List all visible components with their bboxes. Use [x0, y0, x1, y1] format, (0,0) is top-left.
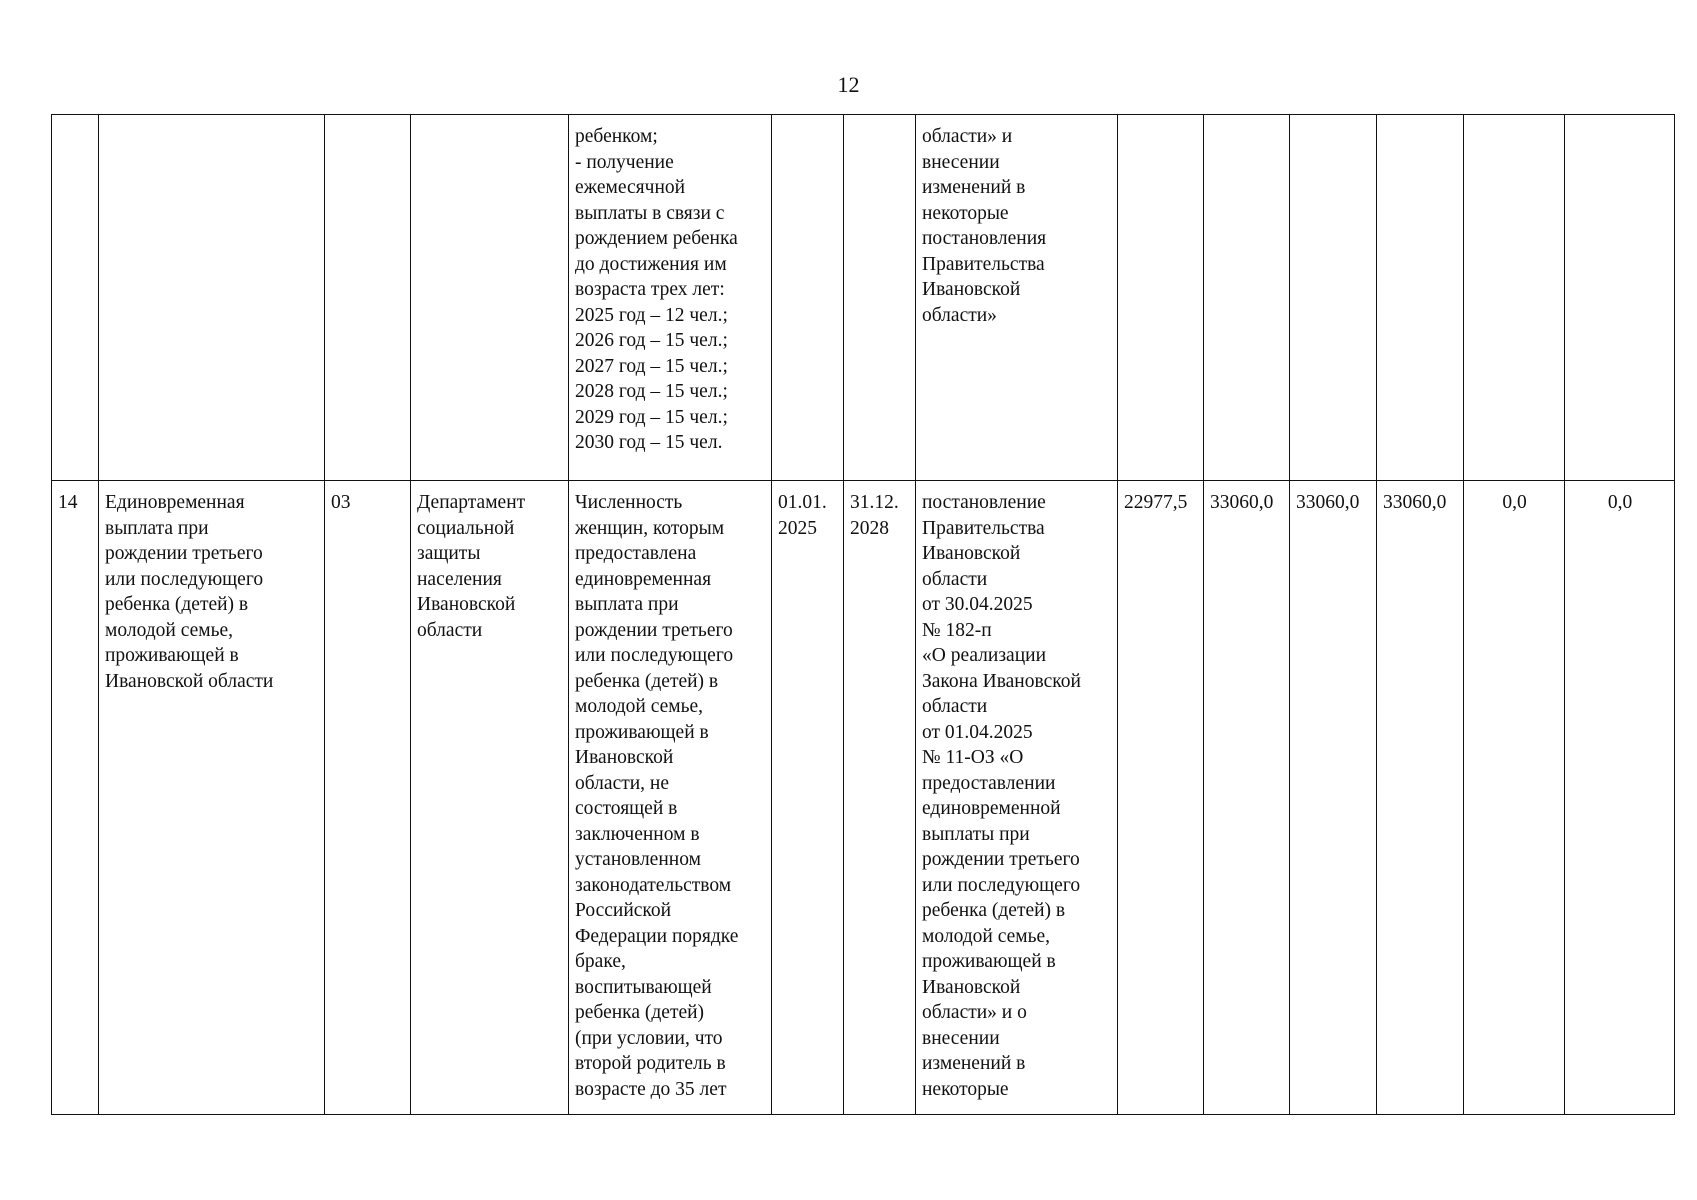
cell-name: [99, 115, 325, 481]
cell-code: 03: [325, 481, 411, 1115]
cell-value-3: [1290, 115, 1377, 481]
cell-value-5: [1464, 115, 1565, 481]
cell-value-6: 0,0: [1565, 481, 1675, 1115]
cell-no: 14: [52, 481, 99, 1115]
cell-executor: Департамент социальной защиты населения Ивановской области: [411, 481, 569, 1115]
cell-no: [52, 115, 99, 481]
table-row: [52, 481, 1675, 1115]
cell-start-date: [772, 115, 844, 481]
cell-indicator: Численность женщин, которым предоставлена единовременная выплата при рождении третьего или последующего ребенка (детей) в молодой семье, проживающей в Ивановской области, не состоящей в заключенном в установленном законодательством Российской Федерации порядке браке, воспитывающей ребенка (детей) (при условии, что второй родитель в возрасте до 35 лет: [569, 481, 772, 1115]
cell-end-date: [844, 115, 916, 481]
cell-value-2: 33060,0: [1204, 481, 1290, 1115]
cell-value-5: 0,0: [1464, 481, 1565, 1115]
cell-value-1: [1118, 115, 1204, 481]
cell-value-1: 22977,5: [1118, 481, 1204, 1115]
cell-document: постановление Правительства Ивановской области от 30.04.2025 № 182-п «О реализации Закона Ивановской области от 01.04.2025 № 11-ОЗ «О предоставлении единовременной выплаты при рождении третьего или последующего ребенка (детей) в молодой семье, проживающей в Ивановской области» и о внесении изменений в некоторые: [916, 481, 1118, 1115]
cell-value-4: [1377, 115, 1464, 481]
cell-value-6: [1565, 115, 1675, 481]
cell-end-date: 31.12. 2028: [844, 481, 916, 1115]
cell-value-3: 33060,0: [1290, 481, 1377, 1115]
cell-executor: [411, 115, 569, 481]
cell-indicator: ребенком; - получение ежемесячной выплаты в связи с рождением ребенка до достижения им возраста трех лет: 2025 год – 12 чел.; 2026 год – 15 чел.; 2027 год – 15 чел.; 2028 год – 15 чел.; 2029 год – 15 чел.; 2030 год – 15 чел.: [569, 115, 772, 481]
cell-document: области» и внесении изменений в некоторые постановления Правительства Ивановской области»: [916, 115, 1118, 481]
cell-start-date: 01.01. 2025: [772, 481, 844, 1115]
table-row: [52, 115, 1675, 481]
cell-name: Единовременная выплата при рождении третьего или последующего ребенка (детей) в молодой семье, проживающей в Ивановской области: [99, 481, 325, 1115]
program-table: [51, 114, 1675, 1115]
cell-value-2: [1204, 115, 1290, 481]
cell-value-4: 33060,0: [1377, 481, 1464, 1115]
cell-code: [325, 115, 411, 481]
page-number: 12: [837, 72, 860, 97]
